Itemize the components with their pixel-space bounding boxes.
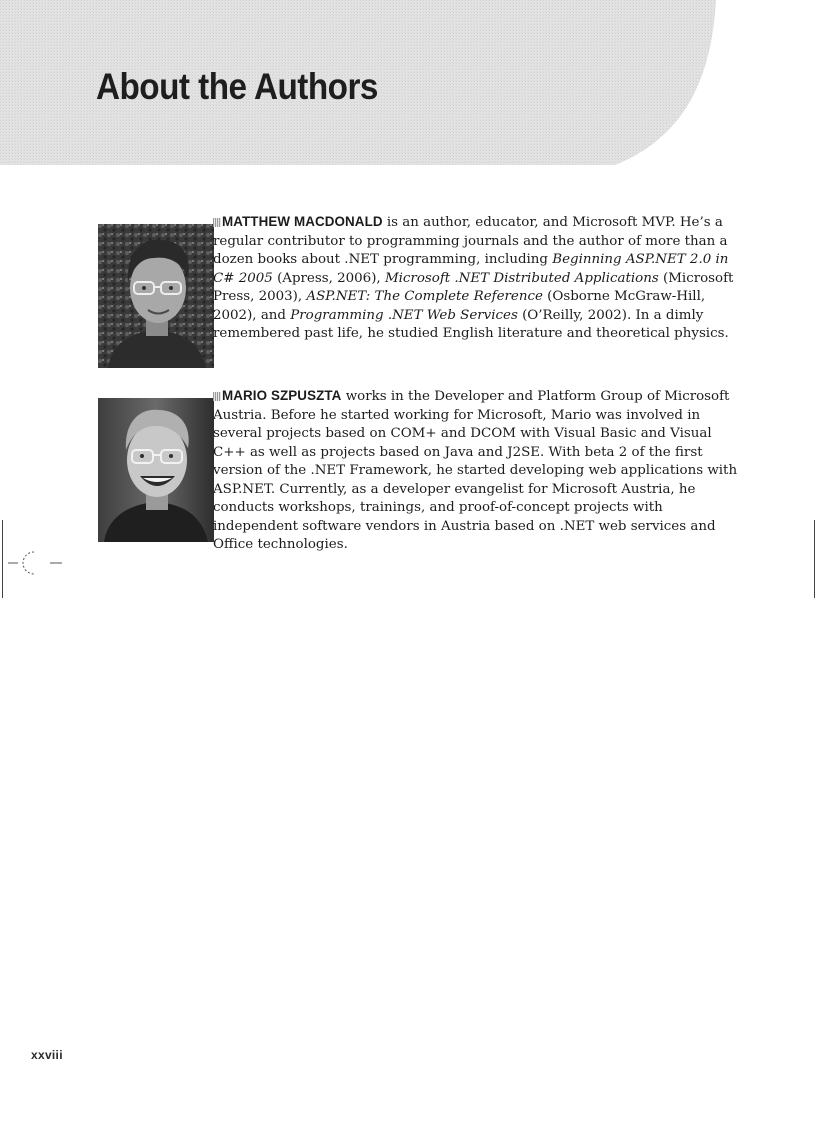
author-bio: MARIO SZPUSZTA works in the Developer and Platform Group of Microsoft Austria. Before he started working for Microsoft, Mario was involved in several projects based on COM+ and DCOM with Visual Basic and Visual C++ as well as projects based on Java and J2SE. With beta 2 of the first version of the .NET Framework, he started developing web applications with ASP.NET. Currently, as a developer evangelist for Microsoft Austria, he conducts workshops, trainings, and proof-of-concept projects with independent software vendors in Austria based on .NET web services and Office technologies. <box>213 388 738 552</box>
page-title: About the Authors <box>96 66 378 107</box>
book-title: ASP.NET: The Complete Reference <box>306 289 543 304</box>
bullet-icon <box>213 392 221 401</box>
author-bio: MATTHEW MACDONALD is an author, educator, and Microsoft MVP. He’s a regular contributor to programming journals and the author of more than a dozen books about .NET programming, including Beginning ASP.NET 2.0 in C# 2005 (Apress, 2006), Microsoft .NET Distributed Applications (Microsoft Press, 2003), ASP.NET: The Complete Reference (Osborne McGraw-Hill, 2002), and Programming .NET Web Services (O’Reilly, 2002). In a dimly remembered past life, he studied English literature and theoretical physics. <box>213 214 734 341</box>
page-number: xxviii <box>31 1048 63 1062</box>
book-title: Beginning ASP.NET 2.0 in C# 2005 <box>213 252 729 286</box>
crop-mark-icon <box>8 548 64 578</box>
bullet-icon <box>213 218 221 227</box>
author-photo <box>98 224 214 368</box>
book-title: Programming .NET Web Services <box>290 307 518 323</box>
author-name: MATTHEW MACDONALD <box>222 214 383 229</box>
binding-margin-mark-left <box>2 520 3 598</box>
author-photo <box>98 398 214 542</box>
author-name: MARIO SZPUSZTA <box>222 388 342 403</box>
binding-margin-mark-right <box>814 520 815 598</box>
book-title: Microsoft .NET Distributed Applications <box>384 270 659 286</box>
